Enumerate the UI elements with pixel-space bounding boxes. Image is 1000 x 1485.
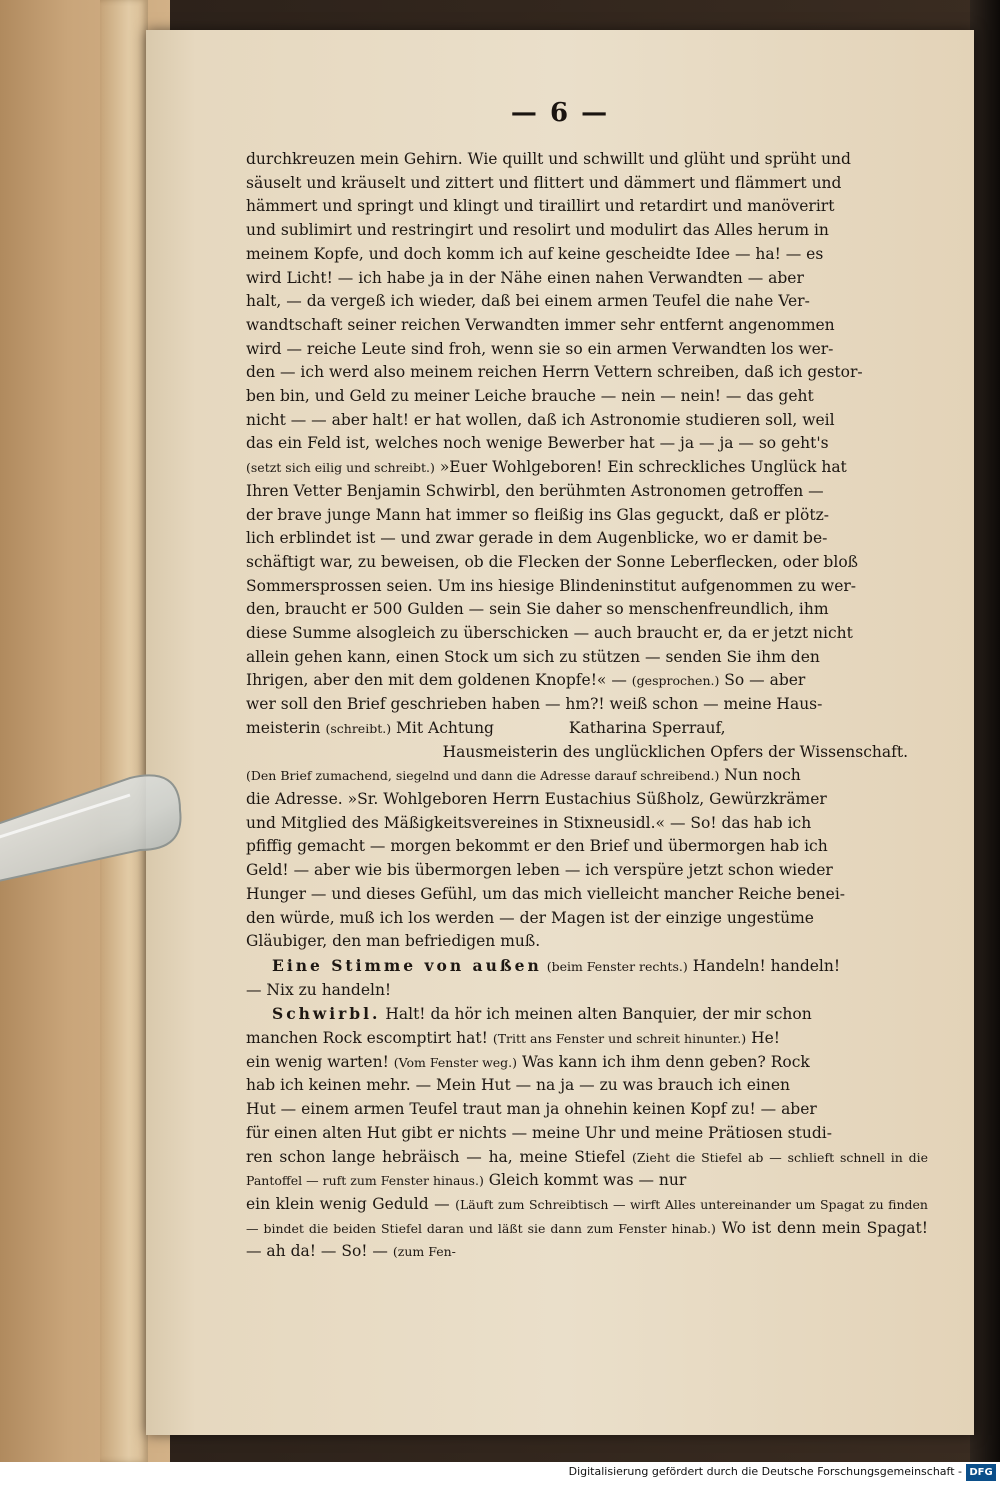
text-line: Sommersprossen seien. Um ins hiesige Blindeninstitut aufgenommen zu wer-: [246, 576, 857, 595]
digitization-credit: Digitalisierung gefördert durch die Deutsche Forschungsgemeinschaft -: [568, 1465, 962, 1478]
dialogue-text: Was kann ich ihm denn geben? Rock: [521, 1052, 810, 1071]
text-line: durchkreuzen mein Gehirn. Wie quillt und schwillt und glüht und sprüht und: [246, 150, 851, 168]
text-line: [246, 954, 928, 979]
text-line: halt, — da vergeß ich wieder, daß bei einem armen Teufel die nahe Ver-: [246, 292, 810, 311]
dialogue-text: ren schon lange hebräisch — ha, meine Stiefel: [246, 1147, 626, 1166]
page-edge-shadow: [970, 0, 1000, 1462]
dialogue-text: ein klein wenig Geduld —: [246, 1194, 450, 1213]
text-line: die Adresse. »Sr. Wohlgeboren Herrn Eustachius Süßholz, Gewürzkrämer: [246, 789, 827, 808]
text-line: meinem Kopfe, und doch komm ich auf keine gescheidte Idee — ha! — es: [246, 244, 824, 263]
dialogue-text: So — aber: [724, 671, 806, 690]
dialogue-text: Wo ist denn mein Spagat! — ah da! — So! —: [246, 1218, 929, 1261]
stage-direction: (beim Fenster rechts.): [546, 958, 688, 974]
text-line: [246, 669, 928, 693]
dialogue-text: manchen Rock escomptirt hat!: [246, 1029, 488, 1048]
text-line: Hunger — und dieses Gefühl, um das mich vielleicht mancher Reiche benei-: [246, 884, 846, 903]
text-line: Hut — einem armen Teufel traut man ja ohnehin keinen Kopf zu! — aber: [246, 1100, 817, 1119]
dialogue-text: meisterin: [246, 718, 321, 737]
page-body-text: [246, 148, 928, 1264]
text-line: [246, 1146, 928, 1193]
text-line: Gläubiger, den man befriedigen muß.: [246, 932, 541, 951]
acrylic-page-weight: [0, 770, 195, 890]
text-line: wird Licht! — ich habe ja in der Nähe einen nahen Verwandten — aber: [246, 268, 804, 287]
text-line: wandtschaft seiner reichen Verwandten immer sehr entfernt angenommen: [246, 315, 835, 334]
text-line: den würde, muß ich los werden — der Magen ist der einzige ungestüme: [246, 908, 814, 927]
page-number: — 6 —: [510, 98, 610, 128]
text-line: ben bin, und Geld zu meiner Leiche brauche — nein — nein! — das geht: [246, 387, 814, 406]
text-line: hab ich keinen mehr. — Mein Hut — na ja — zu was brauch ich einen: [246, 1076, 791, 1095]
text-line: für einen alten Hut gibt er nichts — meine Uhr und meine Prätiosen studi-: [246, 1123, 832, 1142]
stage-direction: (Vom Fenster weg.): [393, 1054, 518, 1070]
text-line: lich erblindet ist — und zwar gerade in dem Augenblicke, wo er damit be-: [246, 529, 828, 548]
book-spine: [100, 0, 148, 1462]
text-line: — Nix zu handeln!: [246, 980, 392, 999]
text-line: säuselt und kräuselt und zittert und flittert und dämmert und flämmert und: [246, 173, 842, 192]
signature-title: Hausmeisterin des unglücklichen Opfers der Wissenschaft.: [442, 742, 908, 761]
dialogue-text: Halt! da hör ich meinen alten Banquier, der mir schon: [385, 1005, 812, 1024]
text-line: den, braucht er 500 Gulden — sein Sie daher so menschenfreundlich, ihm: [246, 600, 829, 619]
dialogue-text: Nun noch: [724, 766, 801, 785]
text-line: nicht — — aber halt! er hat wollen, daß ich Astronomie studieren soll, weil: [246, 410, 835, 429]
stage-direction: (Zieht die Stiefel ab — schlieft schnell in die Pantoffel — ruft zum Fenster hinaus.): [246, 1149, 928, 1189]
text-line: Geld! — aber wie bis übermorgen leben — ich verspüre jetzt schon wieder: [246, 861, 833, 880]
text-line: [246, 456, 928, 480]
text-line: [246, 1051, 928, 1075]
text-line: wird — reiche Leute sind froh, wenn sie so ein armen Verwandten los wer-: [246, 339, 834, 358]
text-line: wer soll den Brief geschrieben haben — hm?! weiß schon — meine Haus-: [246, 695, 823, 714]
stage-direction: (zum Fen-: [392, 1244, 456, 1260]
text-line: [246, 1193, 928, 1264]
stage-direction: (gesprochen.): [631, 673, 720, 689]
dfg-logo: DFG: [966, 1464, 996, 1481]
text-line: allein gehen kann, einen Stock um sich zu stützen — senden Sie ihm den: [246, 647, 820, 666]
text-line: und Mitglied des Mäßigkeitsvereines in Stixneusidl.« — So! das hab ich: [246, 813, 812, 832]
text-line: der brave junge Mann hat immer so fleißig ins Glas geguckt, daß er plötz-: [246, 505, 829, 524]
letter-text: Mit Achtung: [396, 718, 494, 737]
text-line: schäftigt war, zu beweisen, ob die Flecken der Sonne Leberflecken, oder bloß: [246, 552, 859, 571]
dialogue-text: ein wenig warten!: [246, 1052, 389, 1071]
speaker-name: Eine Stimme von außen: [272, 955, 542, 975]
text-line: den — ich werd also meinem reichen Herrn Vettern schreiben, daß ich gestor-: [246, 363, 863, 382]
stage-direction: (Läuft zum Schreibtisch — wirft Alles untereinander um Spagat zu finden — bindet die beiden Stiefel daran und läßt sie dann zum Fenster hinab.): [246, 1196, 928, 1236]
letter-text: »Euer Wohlgeboren! Ein schreckliches Unglück hat: [439, 458, 847, 477]
dialogue-text: Gleich kommt was — nur: [488, 1171, 687, 1190]
dialogue-text: Handeln! handeln!: [692, 956, 841, 975]
text-line: [246, 717, 928, 741]
text-line: pfiffig gemacht — morgen bekommt er den Brief und übermorgen hab ich: [246, 837, 828, 856]
text-line: und sublimirt und restringirt und resolirt und modulirt das Alles herum in: [246, 221, 829, 240]
signature-name: Katharina Sperrauf,: [568, 718, 726, 737]
dialogue-text: He!: [751, 1029, 780, 1048]
stage-direction: (Den Brief zumachend, siegelnd und dann die Adresse darauf schreibend.): [246, 768, 720, 784]
text-line: Ihren Vetter Benjamin Schwirbl, den berühmten Astronomen getroffen —: [246, 481, 824, 500]
book-page: [146, 30, 974, 1435]
text-line: [246, 1027, 928, 1051]
stage-direction: (setzt sich eilig und schreibt.): [246, 460, 435, 476]
text-line: [246, 764, 928, 788]
text-line: das ein Feld ist, welches noch wenige Bewerber hat — ja — ja — so geht's: [246, 434, 829, 453]
stage-direction: (Tritt ans Fenster und schreit hinunter.): [492, 1031, 747, 1047]
speaker-name: Schwirbl.: [272, 1004, 381, 1024]
text-line: hämmert und springt und klingt und tiraillirt und retardirt und manöverirt: [246, 197, 835, 216]
text-line: [246, 1002, 928, 1027]
letter-text: Ihrigen, aber den mit dem goldenen Knopfe!« —: [246, 671, 627, 690]
text-line: diese Summe alsogleich zu überschicken — auch braucht er, da er jetzt nicht: [246, 624, 853, 643]
stage-direction: (schreibt.): [325, 720, 392, 736]
